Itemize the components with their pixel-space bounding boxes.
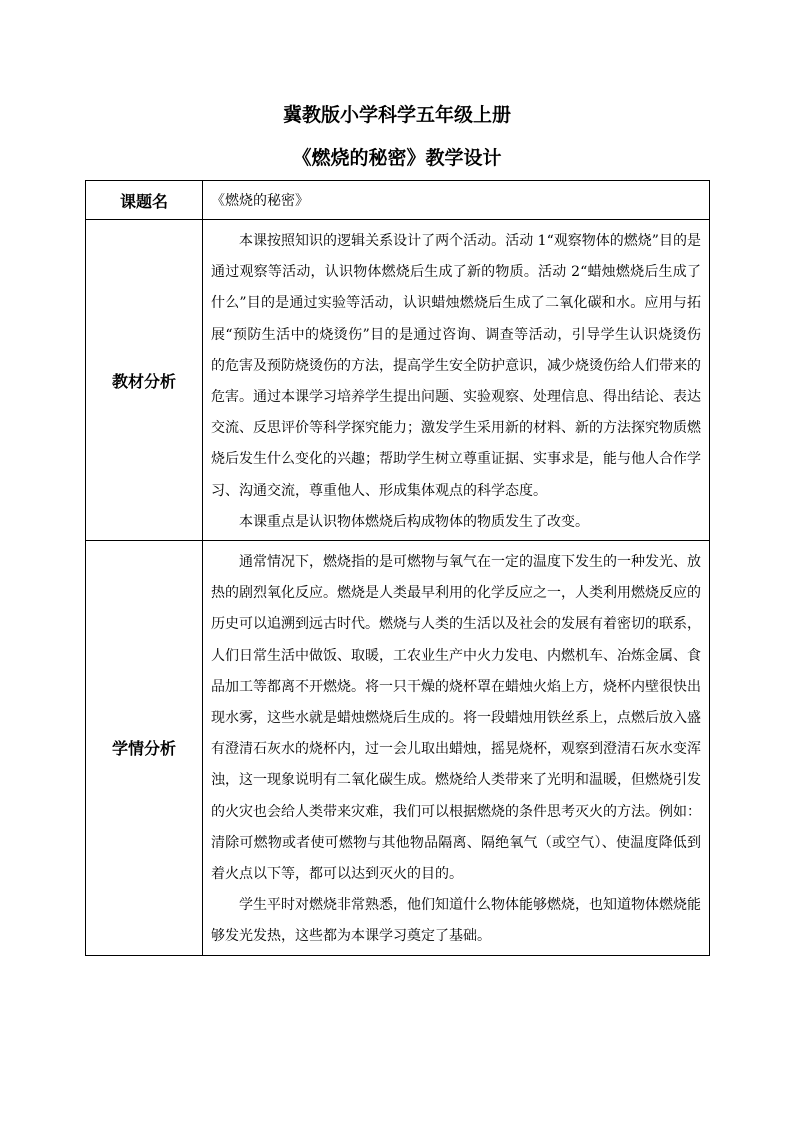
textbook-analysis-paragraph: 本课按照知识的逻辑关系设计了两个活动。活动 1“观察物体的燃烧”目的是通过观察等活动，认识物体燃烧后生成了新的物质。活动 2“蜡烛燃烧后生成了什么”目的是通过实验等活动，认识蜡烛燃烧后生成了二氧化碳和水。应用与拓展“预防生活中的烧烫伤”目的是通过咨询、调查等活动，引导学生认识烧烫伤的危害及预防烧烫伤的方法，提高学生安全防护意识，减少烧烫伤给人们带来的危害。通过本课学习培养学生提出问题、实验观察、处理信息、得出结论、表达交流、反思评价等科学探究能力；激发学生采用新的材料、新的方法探究物质燃烧后发生什么变化的兴趣；帮助学生树立尊重证据、实事求是，能与他人合作学习、沟通交流，尊重他人、形成集体观点的科学态度。 (211, 233, 701, 499)
row-label-student-analysis: 学情分析 (86, 541, 203, 956)
textbook-analysis-content (203, 220, 710, 541)
document-subtitle: 《燃烧的秘密》教学设计 (292, 147, 502, 169)
table-row-topic (86, 181, 710, 220)
student-analysis-content (203, 541, 710, 956)
topic-value: 《燃烧的秘密》 (203, 181, 710, 220)
student-analysis-paragraph: 通常情况下，燃烧指的是可燃物与氧气在一定的温度下发生的一种发光、放热的剧烈氧化反应。燃烧是人类最早利用的化学反应之一，人类利用燃烧反应的历史可以追溯到远古时代。燃烧与人类的生活以及社会的发展有着密切的联系，人们日常生活中做饭、取暖，工农业生产中火力发电、内燃机车、冶炼金属、食品加工等都离不开燃烧。将一只干燥的烧杯罩在蜡烛火焰上方，烧杯内壁很快出现水雾，这些水就是蜡烛燃烧后生成的。将一段蜡烛用铁丝系上，点燃后放入盛有澄清石灰水的烧杯内，过一会儿取出蜡烛，摇晃烧杯，观察到澄清石灰水变浑浊，这一现象说明有二氧化碳生成。燃烧给人类带来了光明和温暖，但燃烧引发的火灾也会给人类带来灾难，我们可以根据燃烧的条件思考灭火的方法。例如：清除可燃物或者使可燃物与其他物品隔离、隔绝氧气（或空气）、使温度降低到着火点以下等，都可以达到灭火的目的。 (211, 554, 701, 883)
table-row-student-analysis (86, 541, 710, 956)
row-label-topic: 课题名 (86, 181, 203, 220)
document-title: 冀教版小学科学五年级上册 (282, 104, 511, 126)
student-analysis-paragraph: 学生平时对燃烧非常熟悉，他们知道什么物体能够燃烧，也知道物体燃烧能够发光发热，这些都为本课学习奠定了基础。 (211, 897, 701, 945)
textbook-analysis-paragraph: 本课重点是认识物体燃烧后构成物体的物质发生了改变。 (239, 513, 589, 530)
row-label-textbook-analysis: 教材分析 (86, 220, 203, 541)
table-row-textbook-analysis (86, 220, 710, 541)
lesson-plan-table (85, 180, 710, 956)
